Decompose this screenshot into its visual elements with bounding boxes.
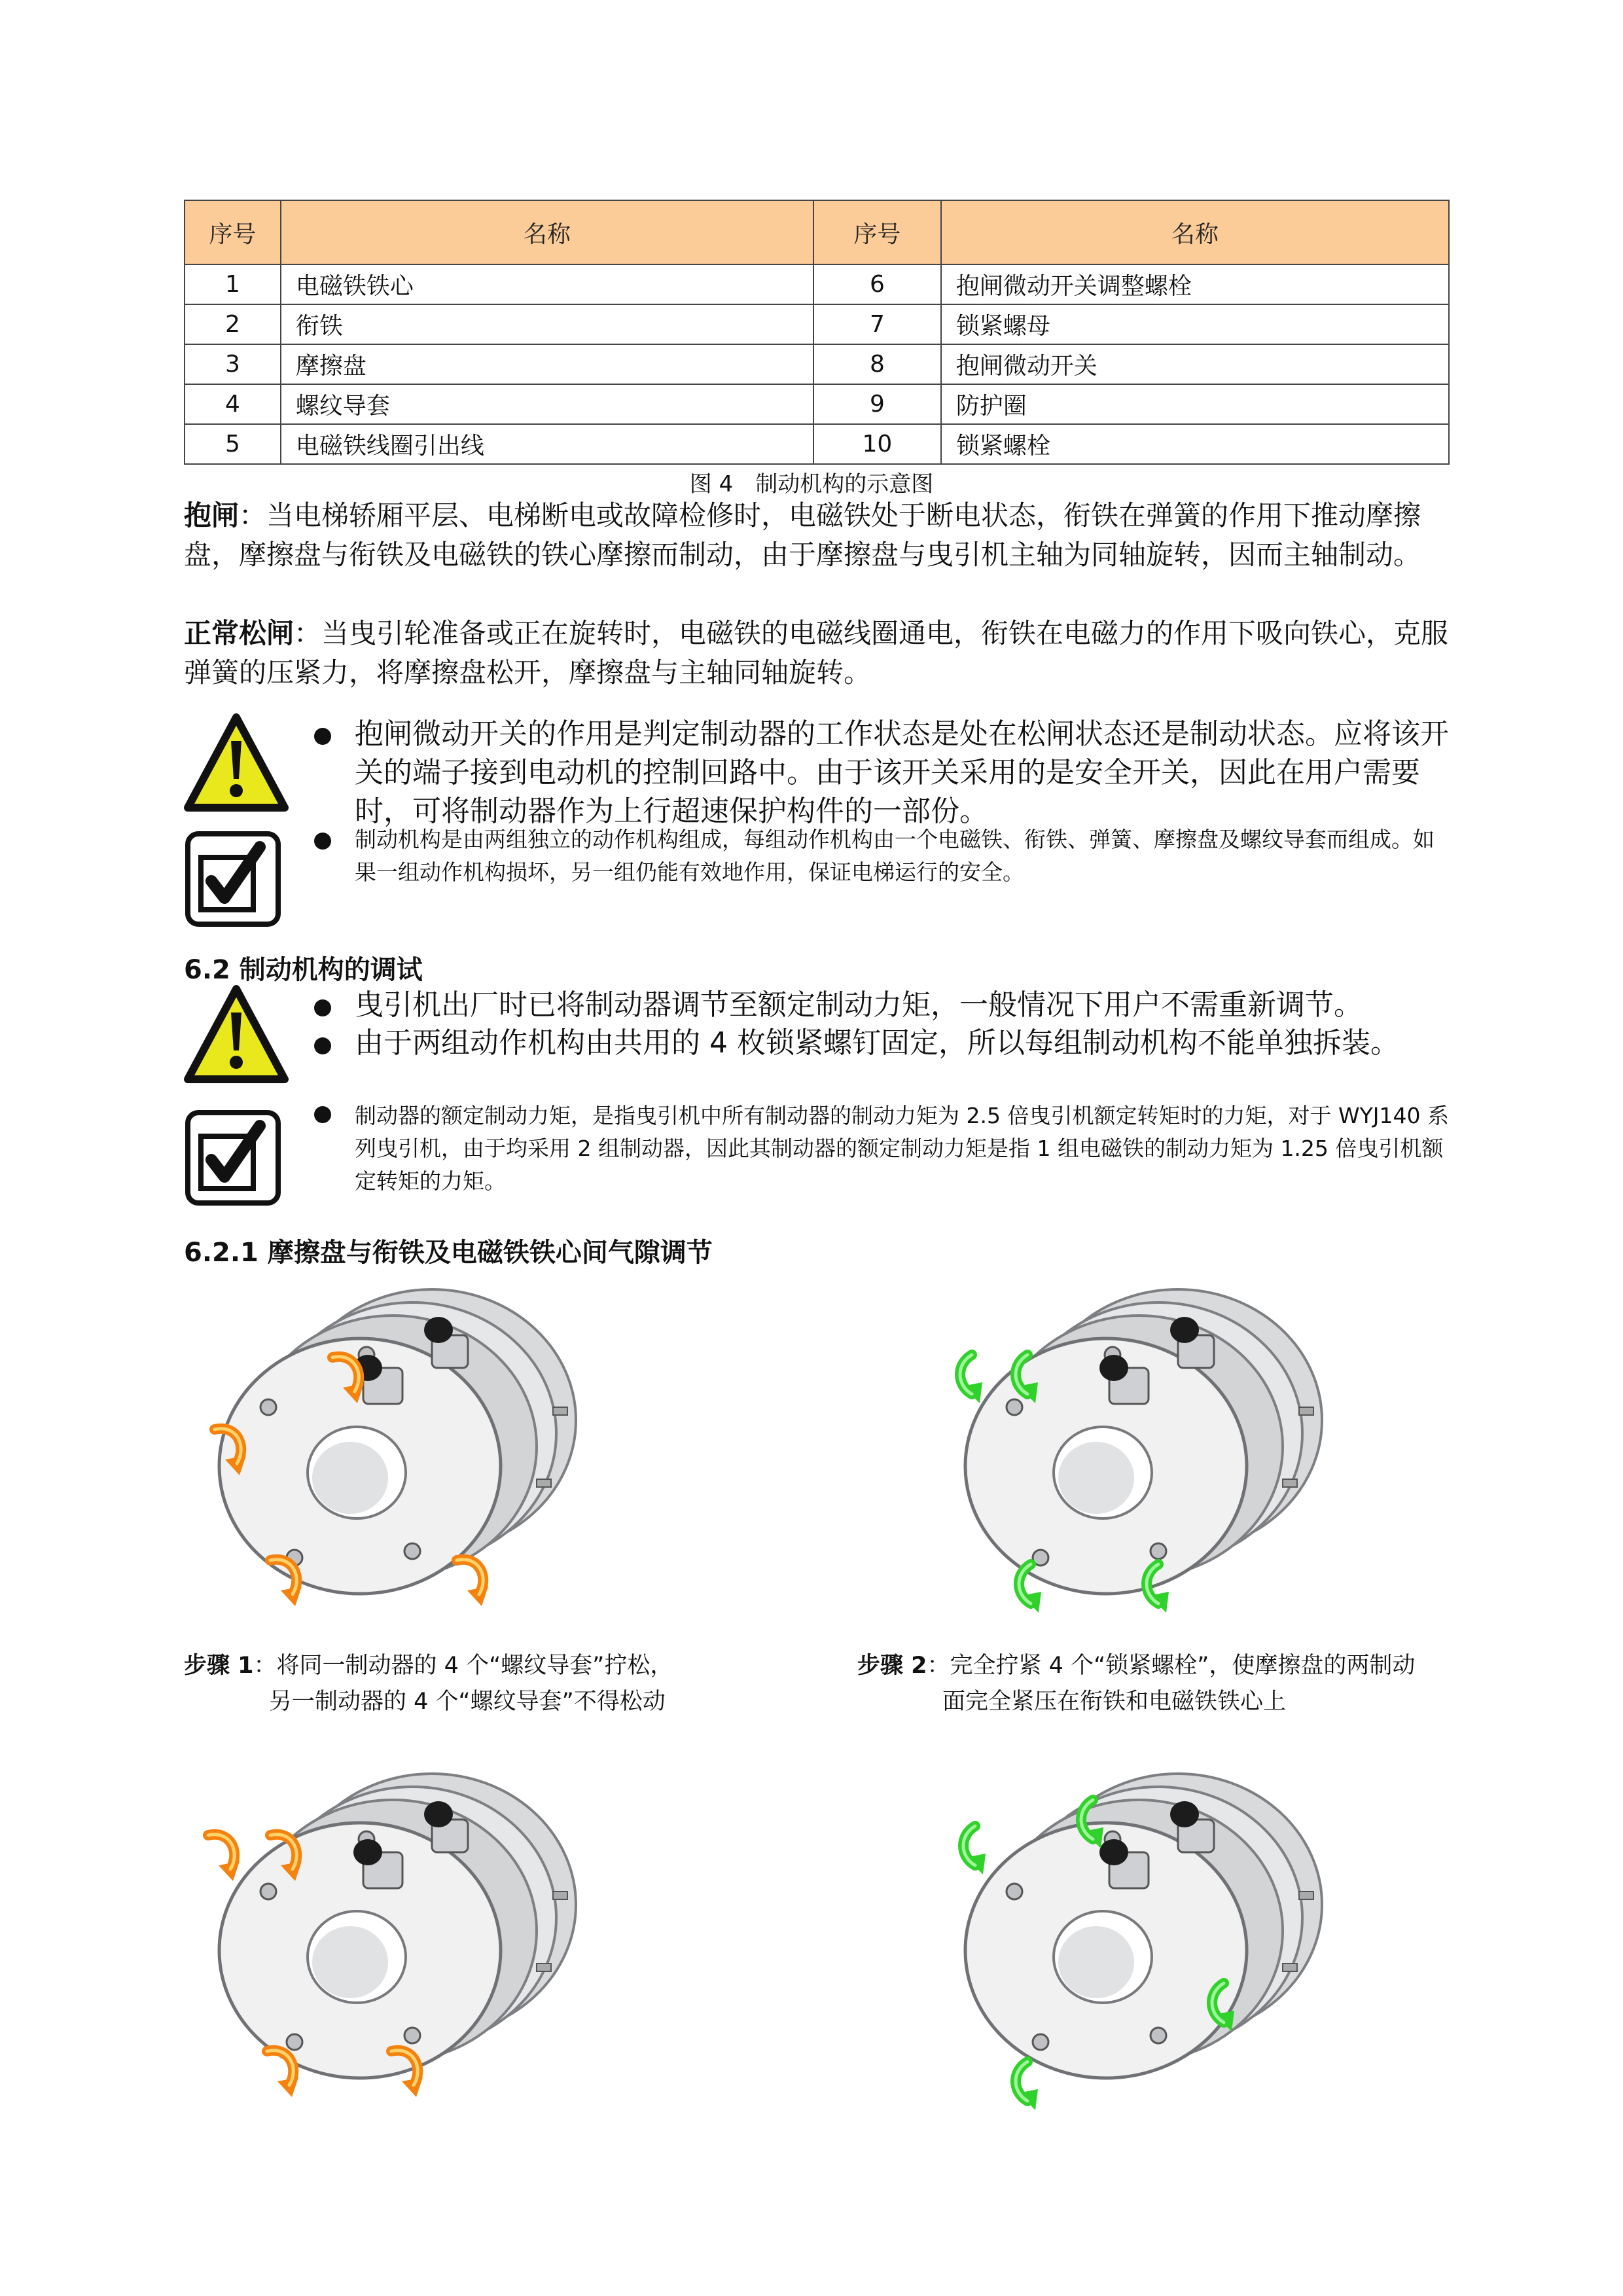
- warning-triangle-icon: [184, 713, 289, 812]
- step-2-line2: 面完全紧压在衔铁和电磁铁铁心上: [942, 1689, 1287, 1715]
- warning-note: 曳引机出厂时已将制动器调节至额定制动力矩，一般情况下用户不需重新调节。: [355, 988, 1363, 1022]
- brake-assembly-image: [942, 1270, 1335, 1636]
- header-name-1: 名称: [281, 200, 813, 264]
- rotation-arrow-icon: [267, 2051, 298, 2097]
- step-1-line1: ：将同一制动器的 4 个“螺纹导套”拧松，: [253, 1653, 673, 1679]
- table-cell: 锁紧螺母: [941, 304, 1449, 344]
- release-term: 正常松闸: [184, 617, 294, 649]
- header-name-2: 名称: [941, 200, 1449, 264]
- warning-triangle-icon: [184, 985, 289, 1083]
- table-cell: 防护圈: [941, 384, 1449, 424]
- table-cell: 2: [185, 304, 281, 344]
- brake-assembly-image: [196, 1270, 589, 1636]
- rotation-arrow-icon: [960, 1355, 982, 1403]
- checkbox-check-icon: [184, 1109, 282, 1207]
- table-cell: 1: [185, 264, 281, 304]
- bullet-dot: [314, 728, 331, 745]
- bullet-dot: [314, 1037, 331, 1054]
- release-text: ：当曳引轮准备或正在旋转时，电磁铁的电磁线圈通电，衔铁在电磁力的作用下吸向铁心，克服弹簧的压紧力，将摩擦盘松开，摩擦盘与主轴同轴旋转。: [184, 617, 1449, 689]
- step-1-caption: [184, 1648, 773, 1720]
- rotation-arrow-icon: [457, 1560, 488, 1606]
- step-2-line1: ：完全拧紧 4 个“锁紧螺栓”，使摩擦盘的两制动: [927, 1653, 1416, 1679]
- table-cell: 3: [185, 344, 281, 384]
- table-cell: 锁紧螺栓: [941, 424, 1449, 464]
- brake-paragraph: [184, 496, 1454, 575]
- table-cell: 7: [813, 304, 941, 344]
- brake-text: ：当电梯轿厢平层、电梯断电或故障检修时，电磁铁处于断电状态，衔铁在弹簧的作用下推动摩擦盘，摩擦盘与衔铁及电磁铁的铁心摩擦而制动，由于摩擦盘与曳引机主轴为同轴旋转，因而主轴制动。: [184, 499, 1421, 571]
- table-cell: 衔铁: [281, 304, 813, 344]
- section-number: 6.2.1: [184, 1238, 259, 1268]
- rotation-arrow-icon: [208, 1835, 240, 1881]
- table-cell: 抱闸微动开关: [941, 344, 1449, 384]
- parts-table: [184, 200, 1450, 465]
- figure-caption: 图 4 制动机构的示意图: [689, 471, 934, 497]
- header-index-2: 序号: [813, 200, 941, 264]
- release-paragraph: [184, 614, 1454, 692]
- rotation-arrow-icon: [1016, 2062, 1038, 2110]
- bullet-dot: [314, 1106, 331, 1123]
- step-2-caption: [857, 1648, 1459, 1720]
- table-cell: 5: [185, 424, 281, 464]
- table-row: [185, 384, 1449, 424]
- table-cell: 10: [813, 424, 941, 464]
- table-cell: 9: [813, 384, 941, 424]
- section-title: 制动机构的调试: [239, 955, 423, 985]
- brake-term: 抱闸: [184, 499, 240, 531]
- warning-note: 由于两组动作机构由共用的 4 枚锁紧螺钉固定，所以每组制动机构不能单独拆装。: [355, 1026, 1399, 1060]
- table-cell: 8: [813, 344, 941, 384]
- rotation-arrow-icon: [963, 1826, 986, 1874]
- table-cell: 6: [813, 264, 941, 304]
- table-row: [185, 304, 1449, 344]
- step-2-label: 步骤 2: [857, 1653, 927, 1679]
- bullet-dot: [314, 999, 331, 1016]
- section-number: 6.2: [184, 955, 230, 985]
- table-header-row: [185, 200, 1449, 264]
- checkbox-check-icon: [184, 830, 282, 928]
- warning-note: 抱闸微动开关的作用是判定制动器的工作状态是处在松闸状态还是制动状态。应将该开关的端子接到电动机的控制回路中。由于该开关采用的是安全开关，因此在用户需要时，可将制动器作为上行超速保护构件的一部份。: [355, 717, 1449, 828]
- check-note: 制动机构是由两组独立的动作机构组成，每组动作机构由一个电磁铁、衔铁、弹簧、摩擦盘及螺纹导套而组成。如果一组动作机构损坏，另一组仍能有效地作用，保证电梯运行的安全。: [355, 827, 1435, 885]
- section-title: 摩擦盘与衔铁及电磁铁铁心间气隙调节: [267, 1238, 713, 1268]
- table-cell: 螺纹导套: [281, 384, 813, 424]
- brake-assembly-image: [196, 1754, 589, 2121]
- header-index-1: 序号: [185, 200, 281, 264]
- section-heading-6-2: [184, 949, 423, 986]
- table-row: [185, 344, 1449, 384]
- table-cell: 抱闸微动开关调整螺栓: [941, 264, 1449, 304]
- brake-assembly-image: [942, 1754, 1335, 2121]
- table-cell: 电磁铁线圈引出线: [281, 424, 813, 464]
- check-note: 制动器的额定制动力矩，是指曳引机中所有制动器的制动力矩为 2.5 倍曳引机额定转矩时的力矩，对于 WYJ140 系列曳引机，由于均采用 2 组制动器，因此其制动器的额定制动力矩是指 1 组电磁铁的制动力矩为 1.25 倍曳引机额定转矩的力矩。: [355, 1103, 1449, 1194]
- section-heading-6-2-1: [184, 1232, 713, 1269]
- table-cell: 电磁铁铁心: [281, 264, 813, 304]
- bullet-dot: [314, 833, 331, 850]
- table-row: [185, 424, 1449, 464]
- table-cell: 摩擦盘: [281, 344, 813, 384]
- step-1-label: 步骤 1: [184, 1653, 254, 1679]
- table-cell: 4: [185, 384, 281, 424]
- step-1-line2: 另一制动器的 4 个“螺纹导套”不得松动: [269, 1689, 666, 1715]
- table-row: [185, 264, 1449, 304]
